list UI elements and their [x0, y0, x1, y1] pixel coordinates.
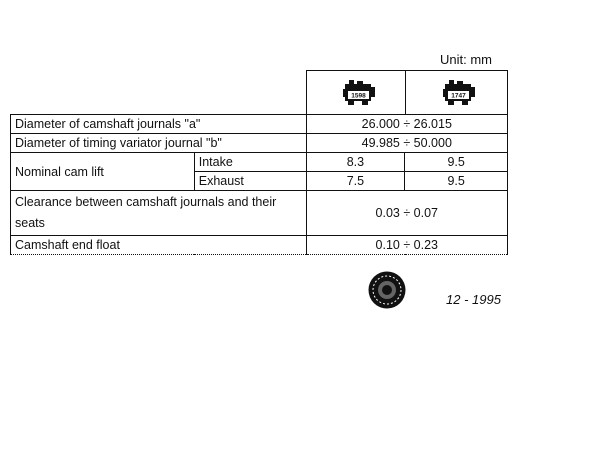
intake-label: Intake — [194, 153, 306, 172]
exhaust-value-1747: 9.5 — [405, 172, 508, 191]
engine-1747-icon — [442, 80, 476, 106]
unit-label: Unit: mm — [440, 52, 492, 67]
engine-1747-code: 1747 — [451, 92, 466, 100]
revision-date: 12 - 1995 — [446, 292, 501, 307]
camshaft-spec-table — [10, 114, 508, 255]
table-row — [11, 134, 508, 153]
stamp-seal-icon — [367, 270, 407, 310]
end-float-label: Camshaft end float — [11, 236, 307, 255]
intake-value-1598: 8.3 — [306, 153, 405, 172]
engine-1598-code: 1598 — [351, 92, 366, 100]
table-row — [11, 191, 508, 236]
engine-column-header-1598 — [306, 70, 406, 114]
intake-value-1747: 9.5 — [405, 153, 508, 172]
clearance-label: Clearance between camshaft journals and their seats — [11, 191, 307, 236]
table-row — [11, 236, 508, 255]
journal-diameter-value: 26.000 ÷ 26.015 — [306, 115, 507, 134]
clearance-value: 0.03 ÷ 0.07 — [306, 191, 507, 236]
end-float-value: 0.10 ÷ 0.23 — [306, 236, 507, 255]
engine-column-header-1747 — [405, 70, 508, 114]
variator-diameter-label: Diameter of timing variator journal "b" — [11, 134, 307, 153]
table-row — [11, 115, 508, 134]
journal-diameter-label: Diameter of camshaft journals "a" — [11, 115, 307, 134]
cam-lift-label: Nominal cam lift — [11, 153, 195, 191]
engine-1598-icon — [342, 80, 376, 106]
table-row — [11, 153, 508, 172]
variator-diameter-value: 49.985 ÷ 50.000 — [306, 134, 507, 153]
exhaust-label: Exhaust — [194, 172, 306, 191]
exhaust-value-1598: 7.5 — [306, 172, 405, 191]
